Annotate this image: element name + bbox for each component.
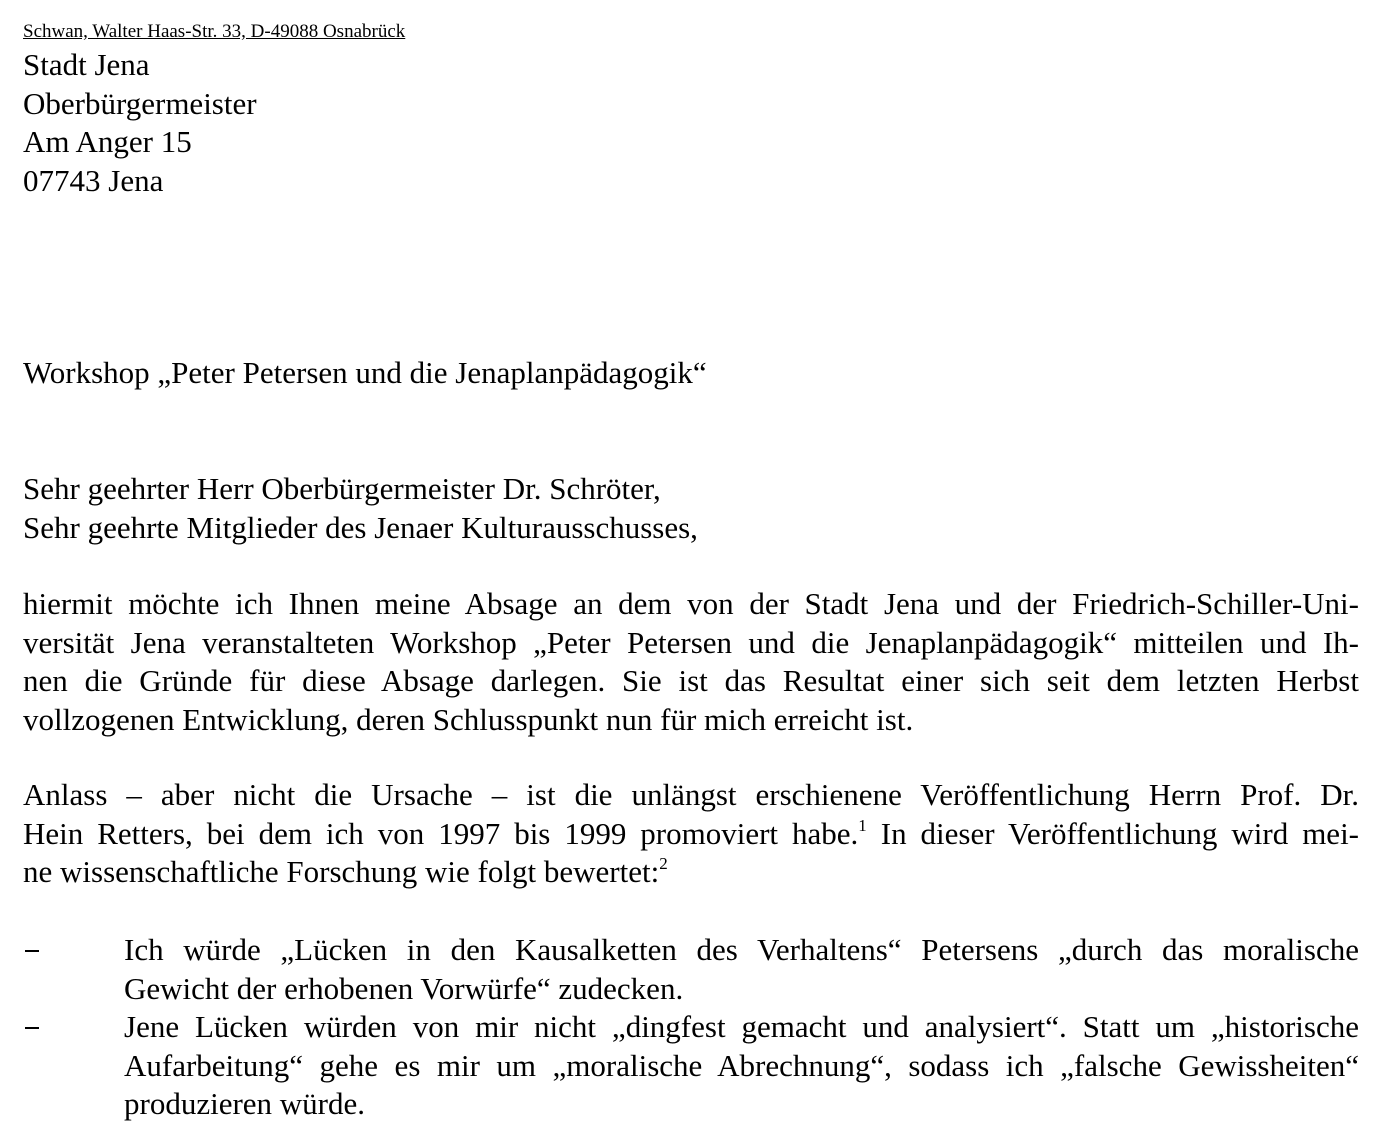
bullet-line: produzieren würde. xyxy=(124,1086,366,1121)
paragraph-text: Hein Retters, bei dem ich von 1997 bis 1999 promoviert habe. xyxy=(23,815,859,851)
bullet-text xyxy=(124,931,1359,1008)
bullet-item xyxy=(23,1008,1359,1124)
recipient-line: Am Anger 15 xyxy=(23,124,192,159)
recipient-line: Oberbürgermeister xyxy=(23,85,257,121)
salutation-line: Sehr geehrte Mitglieder des Jenaer Kulturausschusses, xyxy=(23,509,698,545)
bullet-line: Ich würde „Lücken in den Kausalketten des Verhaltens“ Petersens „durch das moralische xyxy=(124,932,1359,967)
paragraph-line: versität Jena veranstalteten Workshop „Peter Petersen und die Jenaplanpädagogik“ mitteilen und Ih- xyxy=(23,624,1359,660)
bullet-line: Aufarbeitung“ gehe es mir um „moralische Abrechnung“, sodass ich „falsche Gewissheiten“ xyxy=(124,1047,1359,1083)
paragraph-absage xyxy=(23,585,1359,739)
paragraph-anlass xyxy=(23,776,1359,892)
recipient-line: Stadt Jena xyxy=(23,47,150,82)
paragraph-text: In dieser Veröffentlichung wird mei- xyxy=(866,815,1359,851)
salutation-line: Sehr geehrter Herr Oberbürgermeister Dr. Schröter, xyxy=(23,471,661,506)
paragraph-line: nen die Gründe für diese Absage darlegen. Sie ist das Resultat einer sich seit dem letzten Herbst xyxy=(23,663,1359,698)
subject-line: Workshop „Peter Petersen und die Jenaplanpädagogik“ xyxy=(23,355,707,390)
dash-bullet-icon xyxy=(23,931,53,970)
footnote-marker: 1 xyxy=(858,815,867,835)
paragraph-line xyxy=(23,815,1359,854)
sender-return-address: Schwan, Walter Haas-Str. 33, D-49088 Osnabrück xyxy=(23,21,406,42)
paragraph-line: hiermit möchte ich Ihnen meine Absage an dem von der Stadt Jena und der Friedrich-Schiller-Uni- xyxy=(23,586,1359,621)
footnote-marker: 2 xyxy=(659,854,668,873)
bullet-line: Jene Lücken würden von mir nicht „dingfest gemacht und analysiert“. Statt um „historische xyxy=(124,1009,1359,1044)
recipient-address xyxy=(23,46,257,200)
paragraph-text: ne wissenschaftliche Forschung wie folgt bewertet: xyxy=(23,854,660,889)
paragraph-line xyxy=(23,853,1359,892)
bullet-list xyxy=(23,931,1359,1124)
bullet-text xyxy=(124,1008,1359,1124)
recipient-line: 07743 Jena xyxy=(23,162,164,198)
dash-bullet-icon xyxy=(23,1008,53,1047)
salutation xyxy=(23,470,698,547)
paragraph-line: Anlass – aber nicht die Ursache – ist die unlängst erschienene Veröffentlichung Herrn Prof. Dr. xyxy=(23,777,1359,812)
bullet-line: Gewicht der erhobenen Vorwürfe“ zudecken. xyxy=(124,970,684,1006)
bullet-item xyxy=(23,931,1359,1008)
paragraph-line: vollzogenen Entwicklung, deren Schlusspunkt nun für mich erreicht ist. xyxy=(23,701,914,737)
